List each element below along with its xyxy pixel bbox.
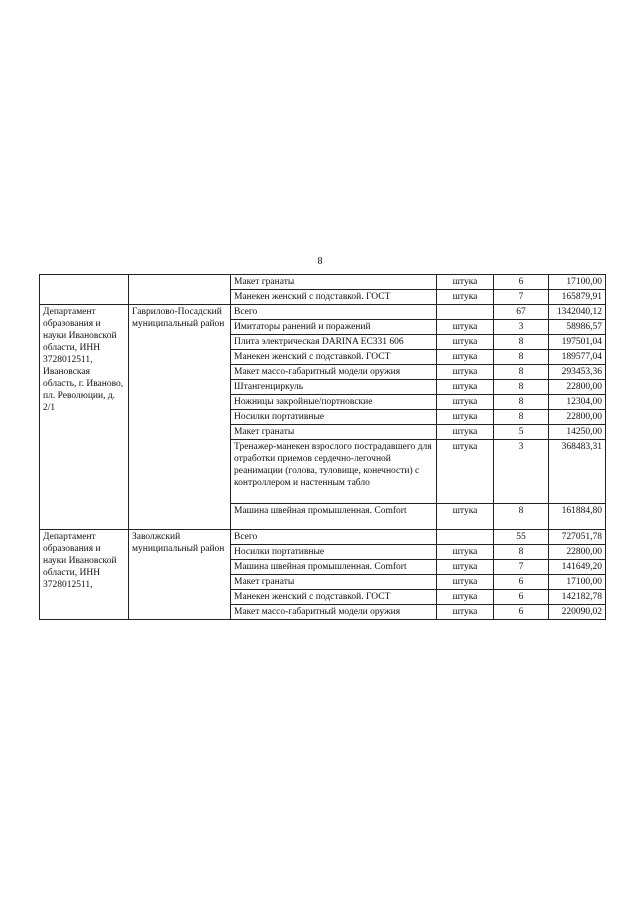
item-qty: 6	[494, 575, 549, 590]
item-name: Тренажер-манекен взрослого пострадавшего для отработки приемов сердечно-легочной реанимации (голова, туловище, конечности) с контроллером и настенным табло	[231, 440, 437, 504]
org-cell: Департамент образования и науки Ивановской области, ИНН 3728012511,	[40, 530, 129, 620]
item-qty: 8	[494, 504, 549, 530]
item-name: Носилки портативные	[231, 545, 437, 560]
item-sum: 17100,00	[549, 275, 606, 290]
item-unit: штука	[437, 320, 494, 335]
district-cell: Заволжский муниципальный район	[129, 530, 231, 620]
item-qty: 8	[494, 335, 549, 350]
item-qty: 67	[494, 305, 549, 320]
item-qty: 6	[494, 605, 549, 620]
item-name: Макет гранаты	[231, 575, 437, 590]
item-unit: штука	[437, 590, 494, 605]
item-qty: 55	[494, 530, 549, 545]
item-unit: штука	[437, 350, 494, 365]
table-row	[40, 275, 606, 290]
item-unit: штука	[437, 395, 494, 410]
item-name: Макет массо-габаритный модели оружия	[231, 365, 437, 380]
item-sum: 727051,78	[549, 530, 606, 545]
item-qty: 6	[494, 590, 549, 605]
item-qty: 3	[494, 320, 549, 335]
item-unit: штука	[437, 365, 494, 380]
item-qty: 7	[494, 290, 549, 305]
item-qty: 8	[494, 380, 549, 395]
district-cell: Гаврилово-Посадский муниципальный район	[129, 305, 231, 530]
item-name: Макет гранаты	[231, 425, 437, 440]
org-cell-empty	[40, 275, 129, 305]
table-row	[40, 305, 606, 320]
equipment-table	[39, 274, 606, 620]
item-unit: штука	[437, 545, 494, 560]
item-unit: штука	[437, 335, 494, 350]
item-sum: 22800,00	[549, 410, 606, 425]
item-sum: 161884,80	[549, 504, 606, 530]
item-name: Имитаторы ранений и поражений	[231, 320, 437, 335]
item-name: Ножницы закройные/портновские	[231, 395, 437, 410]
item-name: Носилки портативные	[231, 410, 437, 425]
item-qty: 3	[494, 440, 549, 504]
table-row	[40, 530, 606, 545]
item-name: Всего	[231, 530, 437, 545]
item-sum: 220090,02	[549, 605, 606, 620]
item-sum: 141649,20	[549, 560, 606, 575]
item-sum: 12304,00	[549, 395, 606, 410]
item-sum: 293453,36	[549, 365, 606, 380]
item-name: Макет гранаты	[231, 275, 437, 290]
item-sum: 142182,78	[549, 590, 606, 605]
item-name: Плита электрическая DARINA EC331 606	[231, 335, 437, 350]
item-sum: 14250,00	[549, 425, 606, 440]
item-unit: штука	[437, 275, 494, 290]
item-unit: штука	[437, 380, 494, 395]
item-sum: 58986,57	[549, 320, 606, 335]
item-unit: штука	[437, 440, 494, 504]
item-qty: 8	[494, 545, 549, 560]
item-unit: штука	[437, 560, 494, 575]
item-qty: 6	[494, 275, 549, 290]
item-unit: штука	[437, 425, 494, 440]
item-unit: штука	[437, 290, 494, 305]
item-sum: 189577,04	[549, 350, 606, 365]
item-name: Манекен женский с подставкой. ГОСТ	[231, 350, 437, 365]
item-sum: 22800,00	[549, 380, 606, 395]
item-sum: 197501,04	[549, 335, 606, 350]
item-sum: 17100,00	[549, 575, 606, 590]
item-qty: 8	[494, 410, 549, 425]
item-qty: 8	[494, 365, 549, 380]
item-name: Манекен женский с подставкой. ГОСТ	[231, 590, 437, 605]
item-unit	[437, 530, 494, 545]
item-sum: 368483,31	[549, 440, 606, 504]
item-qty: 5	[494, 425, 549, 440]
item-qty: 7	[494, 560, 549, 575]
item-name: Машина швейная промышленная. Comfort	[231, 560, 437, 575]
item-unit: штука	[437, 504, 494, 530]
item-name: Макет массо-габаритный модели оружия	[231, 605, 437, 620]
org-cell: Департамент образования и науки Ивановской области, ИНН 3728012511, Ивановская область, г. Иваново, пл. Революции, д. 2/1	[40, 305, 129, 530]
page-number: 8	[317, 256, 323, 267]
item-name: Машина швейная промышленная. Comfort	[231, 504, 437, 530]
item-unit: штука	[437, 605, 494, 620]
item-qty: 8	[494, 395, 549, 410]
item-unit: штука	[437, 410, 494, 425]
item-qty: 8	[494, 350, 549, 365]
item-sum: 165879,91	[549, 290, 606, 305]
item-sum: 22800,00	[549, 545, 606, 560]
item-name: Всего	[231, 305, 437, 320]
item-sum: 1342040,12	[549, 305, 606, 320]
item-name: Манекен женский с подставкой. ГОСТ	[231, 290, 437, 305]
item-unit: штука	[437, 575, 494, 590]
item-name: Штангенциркуль	[231, 380, 437, 395]
district-cell-empty	[129, 275, 231, 305]
item-unit	[437, 305, 494, 320]
